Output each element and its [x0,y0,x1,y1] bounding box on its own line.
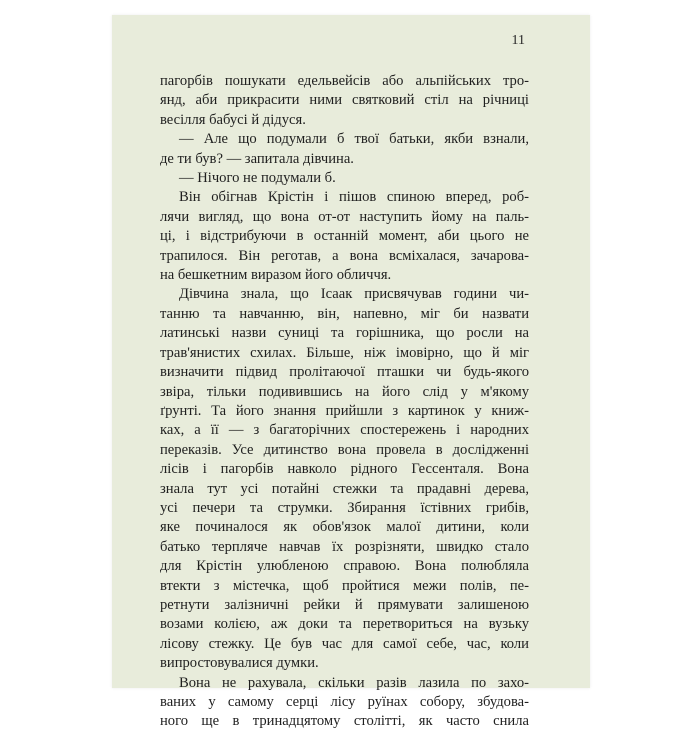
text-line: — Але що подумали б твої батьки, якби взнали, [179,131,529,148]
text-line: пагорбів пошукати едельвейсів або альпійських тро- [160,73,529,89]
text-line: втекти з містечка, щоб пройтися межи полів, пе- [160,577,529,594]
text-line: Дівчина знала, що Ісаак присвячував години чи- [179,286,529,303]
paragraph [160,188,529,285]
text-line: лячи вигляд, що вона от-от наступить йому на паль- [160,208,529,225]
text-line: ного ще в тринадцятому столітті, як часто снила [160,713,529,730]
text-line: ці, і відстрибуючи в останній момент, аби цього не [160,228,529,245]
paragraph [160,130,529,169]
text-line: лісову стежку. Це був час для самої себе, час, коли [160,635,529,652]
text-line: ваних у самому серці лісу руїнах собору, збудова- [160,694,529,710]
text-line: танню та навчанню, він, напевно, міг би назвати [160,305,529,322]
text-line: трав'янистих схилах. Більше, ніж імовірно, що й міг [160,344,529,361]
body-text [160,72,529,732]
book-page [112,15,590,730]
text-line: весілля бабусі й дідуся. [160,111,306,128]
text-line: ках, а її — з багаторічних спостережень і народних [160,422,529,439]
text-line: визначити підвид пролітаючої пташки чи будь-якого [160,364,529,381]
text-line: звіра, тільки подивившись на його слід у м'якому [160,383,529,400]
paragraph [160,674,529,732]
text-line: знала тут усі потайні стежки та прадавні дерева, [160,480,529,497]
text-line: для Крістін улюбленою справою. Вона полюбляла [160,558,529,575]
text-line: ґрунті. Та його знання прийшли з картинок у книж- [160,402,529,419]
text-line: трапилося. Він реготав, а вона всміхалася, зачарова- [160,247,529,264]
text-line: яке починалося як обов'язок малої дитини, коли [160,519,529,536]
text-line: випростовувалися думки. [160,655,319,672]
text-line: — Нічого не подумали б. [179,170,336,187]
paragraph [160,72,529,130]
paragraph [160,169,529,188]
text-line: усі печери та струмки. Збирання їстівних грибів, [160,499,529,516]
text-line: латинські назви суниці та горішника, що росли на [160,325,529,342]
text-line: на бешкетним виразом його обличчя. [160,267,392,284]
text-line: де ти був? — запитала дівчина. [160,150,354,167]
text-line: ретнути залізничні рейки й прямувати залишеною [160,596,529,613]
text-line: Він обігнав Крістін і пішов спиною вперед, роб- [179,189,529,206]
page-number: 11 [511,33,525,48]
text-line: Вона не рахувала, скільки разів лазила по захо- [179,674,529,691]
paragraph [160,285,529,673]
text-line: янд, аби прикрасити ними святковий стіл на річниці [160,92,529,109]
text-line: переказів. Усе дитинство вона провела в дослідженні [160,441,529,458]
text-line: возами колією, аж доки та перетвориться на вузьку [160,616,529,633]
text-line: лісів і пагорбів навколо рідного Гессенталя. Вона [160,461,529,478]
text-line: батько терпляче навчав їх розрізняти, швидко стало [160,538,529,555]
